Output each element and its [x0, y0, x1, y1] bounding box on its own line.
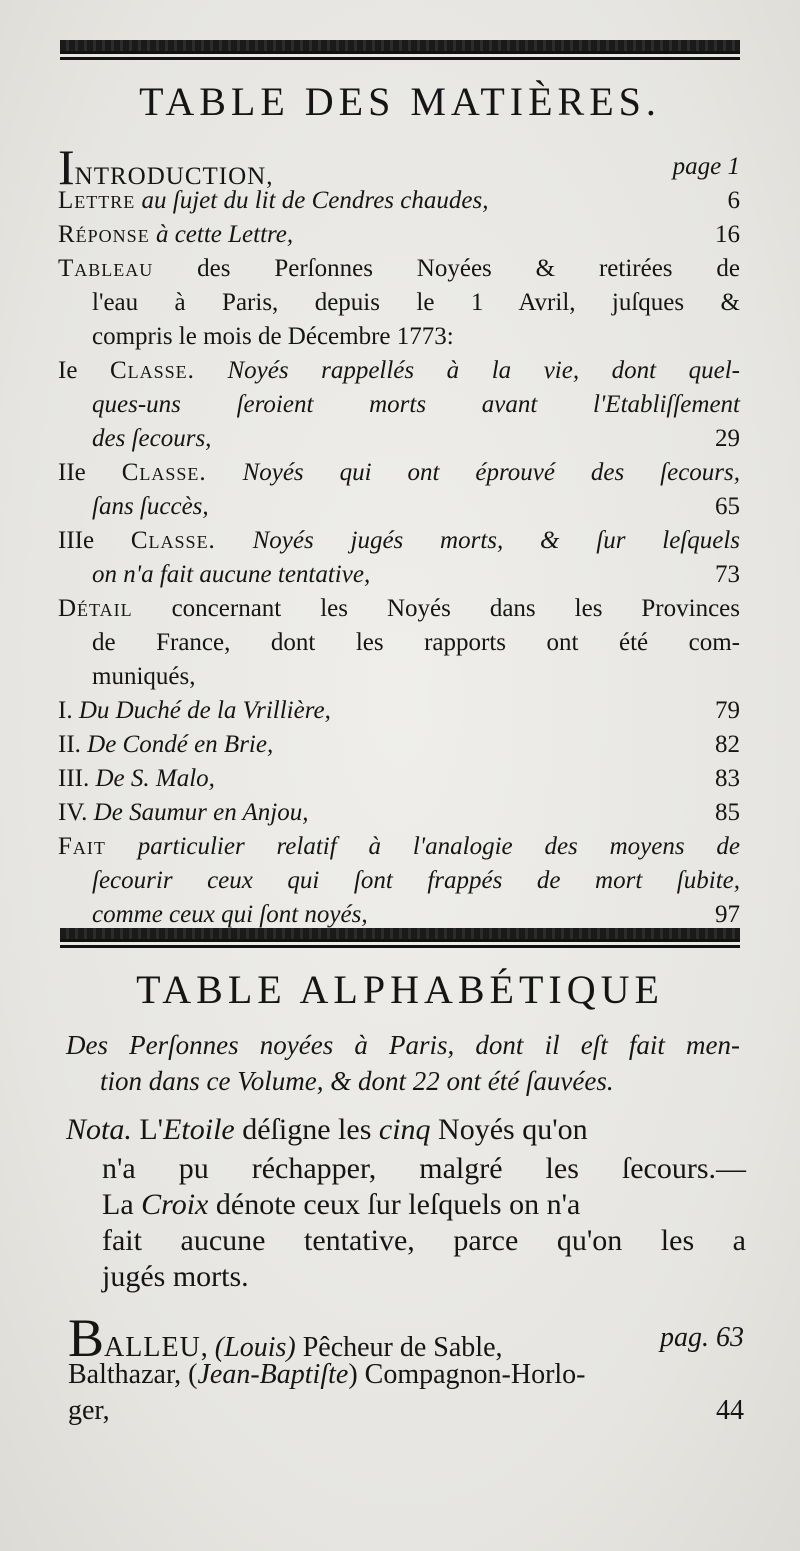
toc-page-number: 83: [715, 765, 740, 792]
nota-etoile: Etoile: [163, 1113, 235, 1146]
nota-line-4: fait aucune tentative, parce qu'on les a: [102, 1224, 746, 1257]
toc-continuation-text: des ſecours,: [92, 425, 212, 452]
toc-entry-text: concernant les Noyés dans les Provinces: [171, 595, 740, 622]
entry-page-balleu: pag. 63: [660, 1322, 744, 1353]
toc-entry-text: particulier relatif à l'analogie des moyens de: [137, 833, 740, 860]
toc-continuation-text: on n'a fait aucune tentative,: [92, 561, 371, 588]
entry-page-balthazar: 44: [716, 1395, 744, 1426]
toc-line: [92, 286, 740, 320]
toc-page-number: 29: [715, 425, 740, 452]
toc-line: [92, 660, 740, 694]
toc-page-number: 85: [715, 799, 740, 826]
toc-entry-text: au ſujet du lit de Cendres chaudes,: [141, 187, 489, 214]
index-entry-balthazar-cont: [68, 1392, 744, 1430]
toc-entry-text: Noyés jugés morts, & ſur leſquels: [252, 527, 741, 554]
toc-heading-word: Réponse: [58, 221, 150, 248]
toc-entry-number: Ie: [58, 357, 78, 384]
nota-line-3: [102, 1186, 746, 1224]
entry-occupation-balleu: Pêcheur de Sable,: [302, 1332, 503, 1363]
dropcap-b: B: [68, 1308, 105, 1368]
toc-page-number: 73: [715, 561, 740, 588]
toc-entry-number: IV.: [58, 799, 88, 826]
nota-line-2: n'a pu réchapper, malgré les ſecours.—: [102, 1152, 746, 1185]
toc-continuation-text: de France, dont les rapports ont été com-: [92, 629, 740, 656]
toc-entry-text: De S. Malo,: [95, 765, 215, 792]
toc-entry-number: IIIe: [58, 527, 95, 554]
nota-line-5: jugés morts.: [102, 1260, 249, 1293]
toc-line: [92, 422, 740, 456]
toc-line: [58, 252, 740, 286]
toc-heading-word: NTRODUCTION: [74, 163, 267, 190]
toc-heading-word: Tableau: [58, 255, 154, 282]
toc-heading-word: Classe.: [121, 459, 207, 486]
toc-entry-text: à cette Lettre,: [155, 221, 294, 248]
toc-line: [92, 864, 740, 898]
dropcap-i: I: [58, 139, 75, 195]
index-subtitle-line-2: tion dans ce Volume, & dont 22 ont été ſauvées.: [100, 1066, 614, 1096]
toc-line: [92, 898, 740, 932]
index-entry-balthazar: [68, 1356, 744, 1394]
toc-continuation-text: ques-uns ſeroient morts avant l'Etabliſſement: [92, 391, 740, 418]
toc-page-number: page 1: [672, 153, 740, 180]
toc-line: [58, 354, 740, 388]
toc-line: [58, 830, 740, 864]
toc-continuation-text: ſans ſuccès,: [92, 493, 209, 520]
nota-cinq: cinq: [378, 1113, 431, 1146]
toc-entry-text: ,: [266, 163, 273, 190]
toc-line: [58, 592, 740, 626]
nota-text-d: dénote ceux ſur leſquels on n'a: [215, 1188, 581, 1221]
index-entry-balleu: BALLEU, (Louis) Pêcheur de Sable, pag. 63: [68, 1308, 744, 1368]
toc-continuation-text: muniqués,: [92, 663, 196, 690]
toc-page-number: 65: [715, 493, 740, 520]
toc-line: [58, 694, 740, 728]
toc-entry-text: des Perſonnes Noyées & retirées de: [197, 255, 741, 282]
toc-entry-text: Noyés qui ont éprouvé des ſecours,: [242, 459, 740, 486]
toc-continuation-text: compris le mois de Décembre 1773:: [92, 323, 454, 350]
toc-continuation-text: l'eau à Paris, depuis le 1 Avril, juſques &: [92, 289, 740, 316]
toc-line: [92, 558, 740, 592]
toc-entry-number: III.: [58, 765, 90, 792]
toc-page-number: 6: [727, 187, 740, 214]
nota-la: La: [102, 1188, 134, 1221]
toc-entry-number: IIe: [58, 459, 86, 486]
index-title: TABLE ALPHABÉTIQUE: [136, 967, 664, 1012]
toc-line: [58, 184, 740, 218]
toc-line: [92, 320, 740, 354]
toc-entry-text: De Condé en Brie,: [87, 731, 274, 758]
toc-page-number: 16: [715, 221, 740, 248]
toc-entry-text: Noyés rappellés à la vie, dont quel-: [227, 357, 740, 384]
toc-line: [92, 388, 740, 422]
entry-balthazar-c: ger,: [68, 1395, 110, 1426]
index-subtitle-line-1: Des Perſonnes noyées à Paris, dont il eſt fait men-: [66, 1030, 740, 1060]
toc-entry-text: Du Duché de la Vrillière,: [78, 697, 331, 724]
toc-heading-word: Classe.: [109, 357, 195, 384]
nota-text-c: Noyés qu'on: [438, 1113, 588, 1146]
nota-text-a: L': [139, 1113, 164, 1146]
entry-balthazar-b: ) Compagnon-Horlo-: [348, 1359, 586, 1390]
toc-entry-number: I.: [58, 697, 73, 724]
nota-croix: Croix: [141, 1188, 209, 1221]
top-ornamental-rule: [60, 40, 740, 54]
toc-line: [92, 490, 740, 524]
toc-heading-word: Détail: [58, 595, 133, 622]
nota-line-1: [66, 1110, 746, 1150]
toc-heading-word: Fait: [58, 833, 106, 860]
nota-text-b: déſigne les: [242, 1113, 372, 1146]
toc-title: TABLE DES MATIÈRES.: [139, 79, 661, 124]
toc-line: [58, 762, 740, 796]
toc-line: [58, 456, 740, 490]
toc-line: [58, 728, 740, 762]
entry-firstname-jean-baptiste: Jean-Baptiſte: [197, 1359, 349, 1390]
toc-entry-text: De Saumur en Anjou,: [93, 799, 309, 826]
entry-balthazar-a: Balthazar, (: [68, 1359, 198, 1390]
toc-page-number: 79: [715, 697, 740, 724]
entry-surname-balleu: ALLEU: [104, 1332, 201, 1363]
toc-continuation-text: ſecourir ceux qui ſont frappés de mort ſubite,: [92, 867, 740, 894]
toc-line: [58, 524, 740, 558]
toc-line: [58, 139, 740, 195]
toc-line: [58, 218, 740, 252]
entry-firstname-louis: (Louis): [214, 1332, 296, 1363]
toc-page-number: 97: [715, 901, 740, 928]
toc-page-number: 82: [715, 731, 740, 758]
toc-heading-word: Lettre: [58, 187, 136, 214]
nota-label: Nota.: [66, 1113, 132, 1146]
middle-ornamental-rule: [60, 928, 740, 942]
toc-line: [58, 796, 740, 830]
toc-heading-word: Classe.: [130, 527, 216, 554]
toc-continuation-text: comme ceux qui ſont noyés,: [92, 901, 368, 928]
toc-line: [92, 626, 740, 660]
toc-entry-number: II.: [58, 731, 81, 758]
